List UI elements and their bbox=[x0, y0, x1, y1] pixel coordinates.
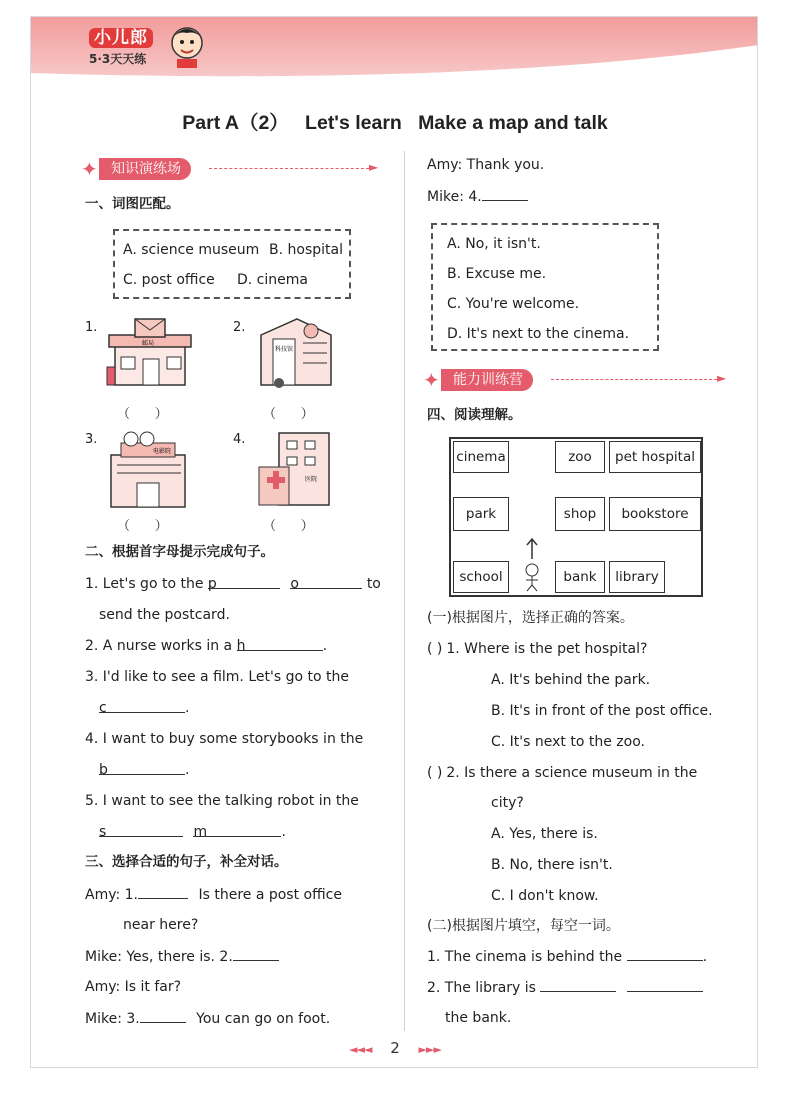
science-museum-image bbox=[251, 311, 341, 393]
q4-p2-question-cont: city? bbox=[491, 795, 524, 811]
q1-item-3-paren: （ ） bbox=[117, 519, 168, 534]
page-title: Part A（2） Let's learn Make a map and talk bbox=[182, 112, 608, 134]
q4-p2-question: ( ) 2. Is there a science museum in the bbox=[427, 765, 698, 781]
q3-options-box bbox=[431, 223, 659, 351]
q1-item-1-paren: （ ） bbox=[117, 407, 168, 422]
left-arrows-icon: ◄◄◄ bbox=[349, 1043, 372, 1056]
q1-option-d: D. cinema bbox=[237, 272, 308, 288]
q4-p2-option-c: C. I don't know. bbox=[491, 888, 599, 904]
q2-line-3: 3. I'd like to see a film. Let's go to the bbox=[85, 669, 349, 685]
q4-p1-option-b: B. It's in front of the post office. bbox=[491, 703, 713, 719]
q4-heading: 四、阅读理解。 bbox=[427, 407, 522, 423]
map-bookstore: bookstore bbox=[609, 497, 701, 531]
q4-part1-heading: (一)根据图片，选择正确的答案。 bbox=[427, 610, 634, 626]
q4-p1-question: ( ) 1. Where is the pet hospital? bbox=[427, 641, 648, 657]
q4-p1-option-c: C. It's next to the zoo. bbox=[491, 734, 645, 750]
q3-option-c: C. You're welcome. bbox=[447, 296, 580, 312]
q1-item-4-paren: （ ） bbox=[263, 519, 314, 534]
q3-dialog-1b: near here? bbox=[123, 917, 199, 933]
cinema-sign: 电影院 bbox=[153, 448, 172, 455]
q2-line-4: 4. I want to buy some storybooks in the bbox=[85, 731, 364, 747]
person-icon bbox=[517, 537, 547, 593]
q1-item-4-num: 4. bbox=[233, 432, 246, 447]
town-map bbox=[449, 437, 703, 597]
cinema-image bbox=[103, 429, 195, 511]
post-office-image bbox=[105, 313, 197, 393]
q3-dialog-3: Amy: Is it far? bbox=[85, 979, 182, 995]
q2-line-5b: s m . bbox=[99, 824, 286, 840]
q2-line-1: 1. Let's go to the p o to bbox=[85, 576, 381, 592]
page bbox=[30, 16, 758, 1068]
map-library: library bbox=[609, 561, 665, 593]
q4-fill-1: 1. The cinema is behind the . bbox=[427, 949, 708, 965]
q3-heading: 三、选择合适的句子，补全对话。 bbox=[85, 854, 288, 870]
q4-fill-2b: the bank. bbox=[445, 1010, 512, 1026]
map-pet-hospital: pet hospital bbox=[609, 441, 701, 473]
section-header-knowledge: ✦ 知识演练场 ► bbox=[81, 157, 379, 181]
q3-dialog-1: Amy: 1. Is there a post office bbox=[85, 887, 342, 903]
q1-heading: 一、词图匹配。 bbox=[85, 196, 180, 212]
brand-logo: 小儿郎 5·3天天练 bbox=[89, 23, 153, 67]
star-icon: ✦ bbox=[423, 368, 440, 392]
q2-line-3b: c . bbox=[99, 700, 190, 716]
q3-dialog-2: Mike: Yes, there is. 2. bbox=[85, 947, 279, 966]
q1-options-box bbox=[113, 229, 351, 299]
page-number: 2 bbox=[390, 1039, 400, 1057]
q3-dialog-5: Amy: Thank you. bbox=[427, 157, 545, 173]
post-office-sign: 邮局 bbox=[142, 340, 155, 347]
q2-line-4b: b . bbox=[99, 762, 190, 778]
map-zoo: zoo bbox=[555, 441, 605, 473]
q4-fill-2: 2. The library is bbox=[427, 978, 703, 997]
map-shop: shop bbox=[555, 497, 605, 531]
q3-option-d: D. It's next to the cinema. bbox=[447, 326, 630, 342]
q3-option-a: A. No, it isn't. bbox=[447, 236, 541, 252]
q4-part2-heading: (二)根据图片填空，每空一词。 bbox=[427, 918, 620, 934]
q4-p1-option-a: A. It's behind the park. bbox=[491, 672, 651, 688]
q3-option-b: B. Excuse me. bbox=[447, 266, 547, 282]
map-school: school bbox=[453, 561, 509, 593]
page-footer bbox=[31, 1039, 758, 1057]
q1-item-3-num: 3. bbox=[85, 432, 98, 447]
q1-option-a: A. science museum bbox=[123, 242, 260, 258]
q1-item-2-paren: （ ） bbox=[263, 407, 314, 422]
q1-option-c: C. post office bbox=[123, 272, 215, 288]
hospital-sign: 医院 bbox=[305, 476, 318, 483]
q4-p2-option-a: A. Yes, there is. bbox=[491, 826, 598, 842]
q2-line-1b: send the postcard. bbox=[99, 607, 230, 623]
map-park: park bbox=[453, 497, 509, 531]
science-museum-sign: 科技馆 bbox=[275, 346, 294, 353]
map-bank: bank bbox=[555, 561, 605, 593]
q2-heading: 二、根据首字母提示完成句子。 bbox=[85, 544, 274, 560]
q2-line-5: 5. I want to see the talking robot in the bbox=[85, 793, 359, 809]
mascot-icon bbox=[167, 21, 207, 69]
q3-dialog-6: Mike: 4. bbox=[427, 187, 528, 206]
q2-line-2: 2. A nurse works in a h . bbox=[85, 638, 328, 654]
column-divider bbox=[404, 151, 405, 1031]
q4-p2-option-b: B. No, there isn't. bbox=[491, 857, 613, 873]
right-arrows-icon: ►►► bbox=[418, 1043, 441, 1056]
q3-dialog-4: Mike: 3. You can go on foot. bbox=[85, 1011, 331, 1027]
hospital-image bbox=[253, 427, 343, 511]
q1-option-b: B. hospital bbox=[269, 242, 343, 258]
header-band bbox=[31, 17, 758, 81]
star-icon: ✦ bbox=[81, 157, 98, 181]
q1-item-2-num: 2. bbox=[233, 320, 246, 335]
map-cinema: cinema bbox=[453, 441, 509, 473]
q1-item-1-num: 1. bbox=[85, 320, 98, 335]
section-header-ability: ✦ 能力训练营 ► bbox=[423, 368, 727, 392]
